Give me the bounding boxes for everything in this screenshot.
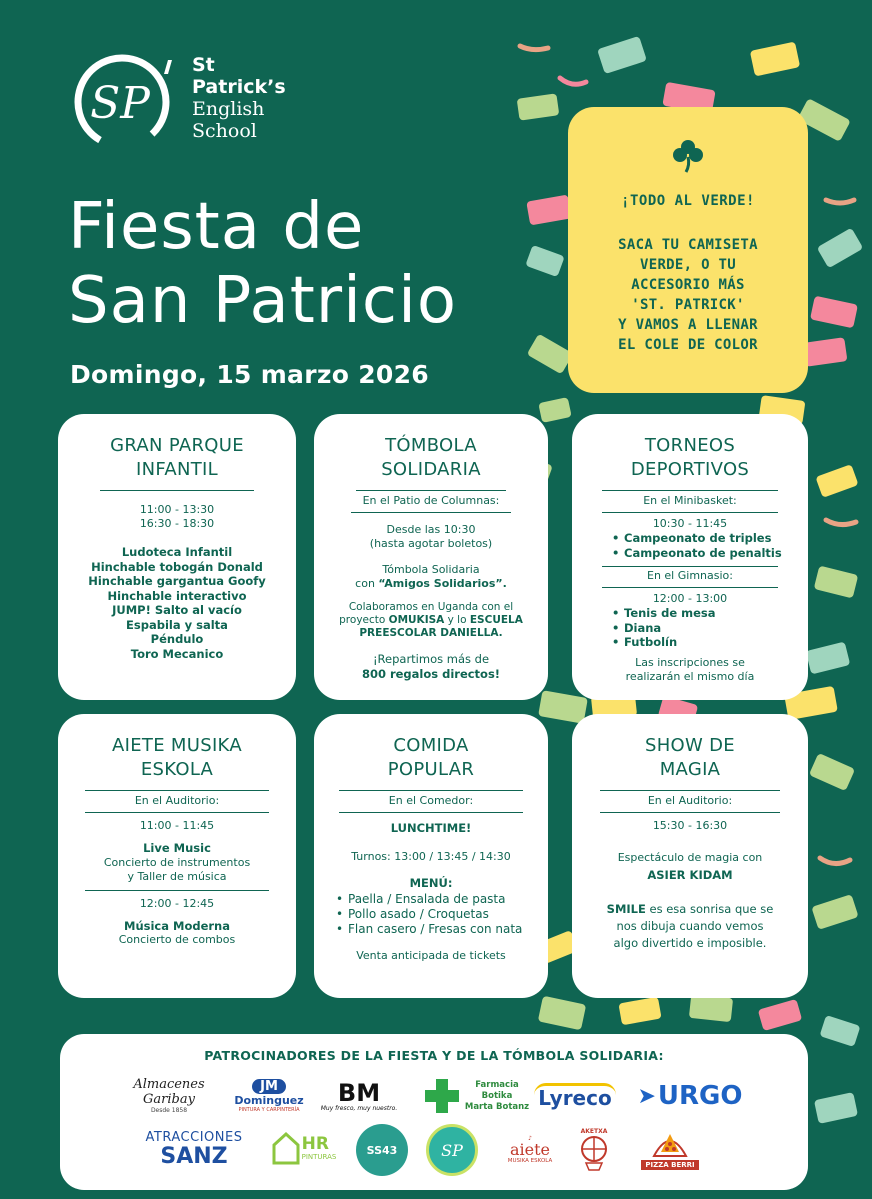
- school-monogram-icon: [74, 52, 184, 156]
- sponsor-logo-urgo: [626, 1078, 754, 1114]
- event-title-line: Fiesta de: [68, 190, 365, 264]
- smile-line: [572, 901, 808, 918]
- tournament-item: • Tenis de mesa: [610, 606, 808, 621]
- divider: [85, 890, 269, 891]
- card-title-line: TORNEOS: [644, 435, 736, 456]
- divider: [600, 812, 780, 813]
- time-range: 12:00 - 13:00: [652, 592, 728, 605]
- school-monogram: SP: [90, 78, 150, 129]
- gifts-line: 800 regalos directos!: [361, 666, 501, 681]
- registration-note: [572, 656, 808, 684]
- event-title-line: San Patricio: [68, 264, 457, 338]
- card-title-line: ESKOLA: [140, 759, 214, 780]
- attraction-item: Toro Mecanico: [130, 646, 224, 661]
- smile-text: es esa sonrisa que se: [645, 901, 774, 916]
- session-description: [58, 856, 296, 884]
- tickets-note: Venta anticipada de tickets: [356, 949, 506, 962]
- attractions-list: [58, 545, 296, 661]
- partner-name: “Amigos Solidarios”.: [378, 577, 507, 590]
- time-range: 10:30 - 11:45: [652, 517, 728, 530]
- smile-word: SMILE: [606, 901, 646, 916]
- divider: [356, 490, 506, 491]
- school-name: [192, 54, 286, 142]
- sponsor-name: SP: [441, 1140, 463, 1160]
- runner-icon: ➤: [637, 1083, 656, 1109]
- callout-line: ACCESORIO MÁS: [631, 277, 745, 293]
- time-range: 11:00 - 13:30: [139, 503, 215, 516]
- card-title-line: DEPORTIVOS: [630, 459, 750, 480]
- callout-line: 'ST. PATRICK': [631, 297, 745, 313]
- card-title: [58, 714, 296, 782]
- tournament-item: • Diana: [610, 621, 808, 636]
- sponsor-name: SS43: [366, 1143, 398, 1157]
- location: En el Auditorio:: [647, 794, 733, 807]
- location: En el Minibasket:: [643, 494, 737, 507]
- callout-body: [582, 235, 794, 355]
- tournament-list: [610, 606, 808, 650]
- sponsor-logo-lyreco: [530, 1078, 620, 1114]
- event-title: [68, 190, 457, 338]
- gifts-line: ¡Repartimos más de: [372, 652, 490, 666]
- time-range: 15:30 - 16:30: [652, 819, 728, 832]
- note-line: realizarán el mismo día: [625, 669, 755, 683]
- sponsor-name: Dominguez: [234, 1094, 304, 1107]
- time-note: (hasta agotar boletos): [369, 537, 493, 550]
- attraction-item: Hinchable interactivo: [107, 588, 247, 603]
- pharmacy-cross-icon: [425, 1079, 459, 1113]
- lunchtime-label: LUNCHTIME!: [390, 821, 472, 835]
- attraction-item: Péndulo: [150, 632, 204, 646]
- hr-text: [302, 1135, 337, 1161]
- tournament-item: • Futbolín: [610, 635, 808, 650]
- session-title: Live Music: [143, 841, 211, 855]
- note-line: Las inscripciones se: [635, 655, 745, 669]
- divider: [602, 587, 778, 588]
- card-comida-popular: [314, 714, 548, 998]
- collaboration-info: [314, 601, 548, 640]
- attraction-item: Hinchable tobogán Donald: [91, 559, 263, 574]
- sponsor-name: AKETXA: [580, 1127, 608, 1135]
- location: En el Gimnasio:: [647, 569, 733, 582]
- attraction-item: Ludoteca Infantil: [121, 545, 233, 559]
- sponsor-mark: BM: [337, 1078, 381, 1107]
- card-title-line: POPULAR: [387, 759, 475, 780]
- location: En el Auditorio:: [134, 794, 220, 807]
- school-name-text: ESCUELA: [469, 614, 523, 626]
- pizza-icon: [651, 1128, 689, 1160]
- sponsor-sub: Desde 1858: [150, 1106, 188, 1114]
- divider: [602, 490, 778, 491]
- card-title-line: MAGIA: [659, 759, 721, 780]
- pharmacy-name: [465, 1080, 529, 1113]
- sponsor-logo-pizza-berri: [634, 1122, 706, 1176]
- divider: [351, 512, 511, 513]
- schedule: [58, 503, 296, 531]
- attraction-item: JUMP! Salto al vacío: [112, 603, 242, 617]
- time-range: 11:00 - 11:45: [139, 819, 215, 832]
- sponsors-panel: [60, 1034, 808, 1190]
- music-note-icon: ♪: [528, 1134, 532, 1142]
- sponsor-mark: HR: [301, 1134, 329, 1154]
- card-title-line: COMIDA: [393, 735, 469, 756]
- turns-schedule: Turnos: 13:00 / 13:45 / 14:30: [351, 849, 511, 863]
- divider: [339, 812, 523, 813]
- sponsor-logo-aiete: [500, 1124, 560, 1174]
- tournament-list: [610, 531, 808, 560]
- partner-line: Tómbola Solidaria: [382, 563, 480, 576]
- sponsor-logo-sp-school: [426, 1124, 478, 1176]
- session-title: Música Moderna: [124, 918, 230, 933]
- card-title-line: GRAN PARQUE: [110, 435, 244, 456]
- card-title-line: SHOW DE: [645, 735, 735, 756]
- smile-description: [572, 901, 808, 952]
- house-icon: [272, 1131, 300, 1165]
- sponsor-mark: JM: [252, 1079, 286, 1094]
- sponsor-name: Lyreco: [534, 1083, 615, 1110]
- sponsor-logo-farmacia: [416, 1076, 538, 1116]
- card-tombola-solidaria: [314, 414, 548, 700]
- card-title-line: SOLIDARIA: [381, 459, 481, 480]
- collab-text: proyecto: [339, 614, 389, 626]
- card-show-de-magia: [572, 714, 808, 998]
- tournament-item: • Campeonato de triples: [610, 531, 808, 546]
- menu-item: • Paella / Ensalada de pasta: [334, 892, 548, 907]
- location: En el Comedor:: [388, 794, 474, 807]
- sponsor-logo-bm: [312, 1078, 406, 1114]
- basketball-icon: [578, 1135, 610, 1171]
- shamrock-icon: [672, 139, 704, 173]
- sponsor-logo-jm-dominguez: [234, 1076, 304, 1116]
- sponsor-sub: Muy fresco, muy nuestro.: [320, 1104, 398, 1112]
- school-logo: [74, 52, 314, 156]
- divider: [602, 512, 778, 513]
- description-line: y Taller de música: [127, 869, 227, 883]
- card-title: [58, 414, 296, 482]
- sponsor-logo-hr-pinturas: [266, 1126, 342, 1170]
- menu-list: [334, 892, 548, 937]
- sponsor-name: SANZ: [160, 1143, 228, 1169]
- collab-text: y lo: [444, 614, 470, 626]
- green-dress-callout: [568, 107, 808, 393]
- partner-line: [314, 577, 548, 591]
- card-title-line: AIETE MUSIKA: [112, 735, 242, 756]
- school-name-text: PREESCOLAR DANIELLA.: [359, 627, 503, 639]
- attraction-item: Hinchable gargantua Goofy: [88, 574, 266, 588]
- sponsor-logo-aketxa-basket: [570, 1122, 618, 1176]
- divider: [600, 790, 780, 791]
- sponsors-title: PATROCINADORES DE LA FIESTA Y DE LA TÓMBOLA SOLIDARIA:: [204, 1048, 664, 1063]
- school-name-line: Patrick’s: [192, 76, 286, 98]
- time-range: Desde las 10:30: [386, 523, 476, 536]
- partner-info: [314, 563, 548, 591]
- pharmacy-line: Botika: [481, 1090, 513, 1101]
- sponsor-sub: MUSIKA ESKOLA: [507, 1157, 553, 1164]
- callout-line: VERDE, O TU: [639, 257, 737, 273]
- sponsor-line: ATRACCIONES: [145, 1129, 243, 1145]
- card-title: [314, 414, 548, 482]
- description-line: Concierto de instrumentos: [103, 855, 251, 869]
- time-range: 12:00 - 12:45: [139, 896, 215, 910]
- sponsor-name: URGO: [657, 1081, 743, 1111]
- card-title-line: INFANTIL: [136, 459, 218, 480]
- sponsor-sub: PINTURA Y CARPINTERÍA: [238, 1107, 300, 1113]
- school-name-line: English: [192, 98, 265, 120]
- event-date: Domingo, 15 marzo 2026: [70, 360, 429, 389]
- sponsor-logo-atracciones-sanz: [140, 1124, 248, 1174]
- location: En el Patio de Columnas:: [362, 494, 500, 507]
- gifts-info: [314, 652, 548, 681]
- pharmacy-line: Marta Botanz: [464, 1101, 530, 1112]
- partner-prefix: con: [355, 577, 379, 590]
- callout-line: EL COLE DE COLOR: [618, 337, 758, 353]
- divider: [339, 790, 523, 791]
- smile-line: nos dibuja cuando vemos: [616, 918, 764, 933]
- card-title: [572, 414, 808, 482]
- smile-line: algo divertido e imposible.: [613, 935, 767, 950]
- callout-line: Y VAMOS A LLENAR: [618, 317, 758, 333]
- card-aiete-musika-eskola: [58, 714, 296, 998]
- schedule: [314, 523, 548, 551]
- card-title: [572, 714, 808, 782]
- time-range: 16:30 - 18:30: [139, 517, 215, 530]
- school-name-line: St: [192, 54, 215, 76]
- menu-item: • Flan casero / Fresas con nata: [334, 922, 548, 937]
- project-name: OMUKISA: [388, 614, 445, 626]
- sponsor-name: PIZZA BERRI: [641, 1160, 698, 1170]
- school-name-line: School: [192, 120, 257, 142]
- card-gran-parque-infantil: [58, 414, 296, 700]
- menu-label: MENÚ:: [409, 875, 453, 890]
- collab-line: [314, 614, 548, 627]
- attraction-item: Espabila y salta: [126, 617, 228, 632]
- session: [58, 841, 296, 884]
- card-torneos-deportivos: [572, 414, 808, 700]
- sponsor-logo-almacenes-garibay: [118, 1076, 220, 1114]
- menu-item: • Pollo asado / Croquetas: [334, 907, 548, 922]
- session: [58, 919, 296, 948]
- session-description: Concierto de combos: [118, 933, 236, 946]
- collab-line: Colaboramos en Uganda con el: [348, 601, 514, 613]
- artist-name: ASIER KIDAM: [647, 868, 733, 882]
- show-description: Espectáculo de magia con: [617, 851, 763, 864]
- divider: [602, 566, 778, 567]
- sponsor-name: Almacenes Garibay: [133, 1076, 205, 1107]
- sponsor-sub: PINTURAS: [301, 1153, 337, 1161]
- divider: [85, 812, 269, 813]
- callout-line: SACA TU CAMISETA: [618, 237, 758, 253]
- tournament-item: • Campeonato de penaltis: [610, 546, 808, 561]
- callout-heading: ¡TODO AL VERDE!: [621, 193, 755, 209]
- pharmacy-line: Farmacia: [475, 1079, 519, 1090]
- sponsor-name: aiete: [509, 1139, 551, 1159]
- card-title-line: TÓMBOLA: [385, 435, 477, 456]
- divider: [85, 790, 269, 791]
- card-title: [314, 714, 548, 782]
- divider: [100, 490, 254, 491]
- sponsor-logo-ss43: [356, 1124, 408, 1176]
